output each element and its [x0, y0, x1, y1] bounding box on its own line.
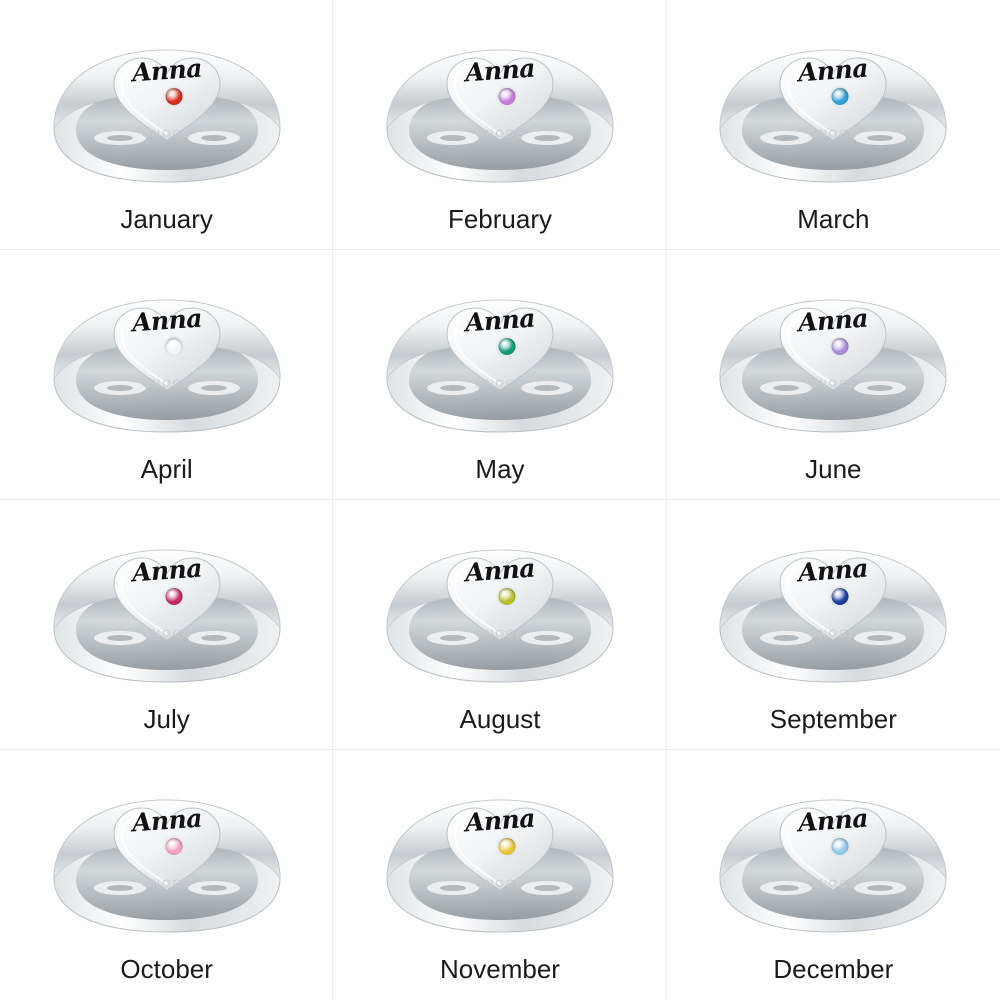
- ring-illustration: [708, 282, 958, 442]
- engraved-name-text: Anna: [130, 53, 203, 88]
- ring-image: [42, 282, 292, 442]
- ring-image: [375, 532, 625, 692]
- gem-facet-highlight: [168, 91, 179, 102]
- gem-facet-highlight: [168, 591, 179, 602]
- birthstone-gem-december: [832, 838, 849, 855]
- gem-facet-highlight: [168, 341, 179, 352]
- birthstone-gem-april: [165, 338, 182, 355]
- ring-illustration: [708, 782, 958, 942]
- brand-mark-text: GNOCE: [808, 378, 859, 390]
- ring-image: [42, 782, 292, 942]
- brand-mark-text: GNOCE: [141, 628, 192, 640]
- ring-image: [708, 32, 958, 192]
- ring-image: [375, 782, 625, 942]
- engraved-name-text: Anna: [130, 303, 203, 338]
- gem-facet-highlight: [835, 341, 846, 352]
- ring-image: [375, 282, 625, 442]
- brand-mark-text: GNOCE: [474, 628, 526, 640]
- month-label-september: September: [769, 704, 897, 734]
- ring-illustration: [375, 282, 625, 442]
- month-label-july: July: [143, 704, 190, 734]
- ring-image: [708, 532, 958, 692]
- ring-illustration: [375, 32, 625, 192]
- ring-cell-march[interactable]: [667, 0, 1000, 250]
- ring-cell-june[interactable]: [667, 250, 1000, 500]
- engraved-name-text: Anna: [797, 803, 870, 838]
- birthstone-gem-november: [498, 838, 515, 855]
- gem-facet-highlight: [835, 591, 846, 602]
- month-label-december: December: [773, 954, 894, 984]
- ring-illustration: [42, 782, 292, 942]
- gem-facet-highlight: [501, 591, 512, 602]
- birthstone-gem-june: [832, 338, 849, 355]
- engraved-name-text: Anna: [130, 803, 203, 838]
- gem-facet-highlight: [835, 841, 846, 852]
- birthstone-gem-july: [165, 588, 182, 605]
- month-label-march: March: [797, 204, 870, 234]
- brand-mark-text: GNOCE: [808, 628, 859, 640]
- gem-facet-highlight: [501, 341, 512, 352]
- engraved-name-text: Anna: [130, 553, 203, 588]
- ring-cell-september[interactable]: [667, 500, 1000, 750]
- gem-facet-highlight: [168, 841, 179, 852]
- month-label-august: August: [459, 704, 541, 734]
- month-label-november: November: [440, 954, 560, 984]
- brand-mark-text: GNOCE: [141, 878, 192, 890]
- brand-mark-text: GNOCE: [141, 128, 192, 140]
- month-label-february: February: [447, 204, 553, 234]
- engraved-name-text: Anna: [464, 53, 536, 88]
- ring-image: [708, 782, 958, 942]
- ring-image: [42, 32, 292, 192]
- ring-image: [375, 32, 625, 192]
- birthstone-gem-october: [165, 838, 182, 855]
- birthstone-gem-january: [165, 88, 182, 105]
- ring-image: [708, 282, 958, 442]
- engraved-name-text: Anna: [464, 553, 536, 588]
- ring-illustration: [375, 532, 625, 692]
- birthstone-gem-august: [498, 588, 515, 605]
- birthstone-gem-september: [832, 588, 849, 605]
- ring-cell-july[interactable]: [0, 500, 333, 750]
- month-label-january: January: [120, 204, 213, 234]
- brand-mark-text: GNOCE: [141, 378, 192, 390]
- ring-cell-august[interactable]: [333, 500, 666, 750]
- ring-cell-november[interactable]: [333, 750, 666, 1000]
- ring-cell-february[interactable]: [333, 0, 666, 250]
- brand-mark-text: GNOCE: [808, 878, 859, 890]
- ring-cell-december[interactable]: [667, 750, 1000, 1000]
- engraved-name-text: Anna: [797, 303, 870, 338]
- month-label-october: October: [120, 954, 213, 984]
- ring-illustration: [42, 532, 292, 692]
- ring-illustration: [375, 782, 625, 942]
- gem-facet-highlight: [501, 841, 512, 852]
- month-label-may: May: [475, 454, 525, 484]
- engraved-name-text: Anna: [797, 553, 870, 588]
- engraved-name-text: Anna: [797, 53, 870, 88]
- birthstone-gem-february: [498, 88, 515, 105]
- engraved-name-text: Anna: [464, 303, 536, 338]
- brand-mark-text: GNOCE: [474, 878, 526, 890]
- ring-image: [42, 532, 292, 692]
- ring-illustration: [708, 532, 958, 692]
- month-label-june: June: [805, 454, 862, 484]
- engraved-name-text: Anna: [464, 803, 536, 838]
- brand-mark-text: GNOCE: [474, 128, 526, 140]
- birthstone-gem-march: [832, 88, 849, 105]
- ring-cell-april[interactable]: [0, 250, 333, 500]
- ring-cell-january[interactable]: [0, 0, 333, 250]
- brand-mark-text: GNOCE: [808, 128, 859, 140]
- gem-facet-highlight: [835, 91, 846, 102]
- brand-mark-text: GNOCE: [474, 378, 526, 390]
- month-label-april: April: [140, 454, 193, 484]
- ring-illustration: [708, 32, 958, 192]
- ring-cell-october[interactable]: [0, 750, 333, 1000]
- birthstone-gem-may: [498, 338, 515, 355]
- gem-facet-highlight: [501, 91, 512, 102]
- ring-cell-may[interactable]: [333, 250, 666, 500]
- ring-illustration: [42, 32, 292, 192]
- ring-illustration: [42, 282, 292, 442]
